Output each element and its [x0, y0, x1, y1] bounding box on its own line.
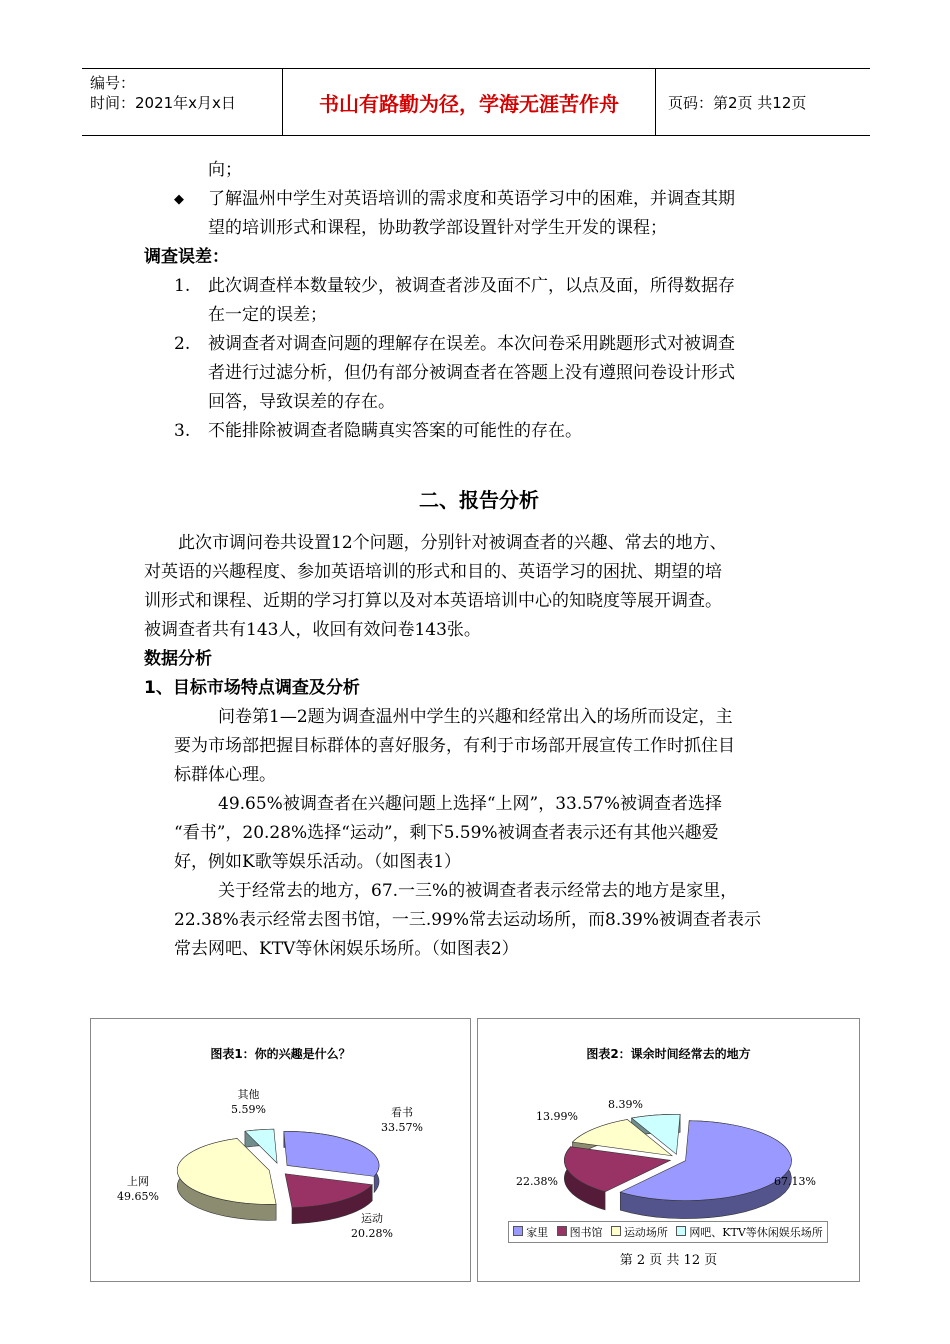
para-line: 要为市场部把握目标群体的喜好服务，有利于市场部开展宣传工作时抓住目: [174, 736, 735, 756]
slice-label-reading: [381, 1105, 423, 1135]
error-number: 3.: [174, 421, 191, 441]
header-number: 编号：: [90, 74, 136, 92]
slice-value: 49.65%: [117, 1190, 159, 1203]
chart-interest: [90, 1018, 471, 1282]
sub-heading: 1、目标市场特点调查及分析: [144, 678, 360, 698]
slice-category: 看书: [390, 1106, 413, 1119]
error-number: 2.: [174, 334, 191, 354]
slice-value: 5.59%: [231, 1103, 266, 1116]
error-line: 者进行过滤分析，但仍有部分被调查者在答题上没有遵照问卷设计形式: [208, 363, 735, 383]
header-page-info: 页码：第2页 共12页: [668, 93, 807, 112]
bullet-line: 了解温州中学生对英语培训的需求度和英语学习中的困难，并调查其期: [208, 189, 735, 209]
paragraph-3: [144, 877, 814, 964]
pie-chart-1: [91, 1019, 470, 1281]
legend-item: [557, 1224, 603, 1240]
section-title: 二、报告分析: [419, 488, 539, 512]
slice-category: 上网: [126, 1175, 149, 1188]
legend-label: 家里: [526, 1226, 549, 1239]
legend-label: 网吧、KTV等休闲娱乐场所: [689, 1226, 823, 1239]
para-line: 问卷第1—2题为调查温州中学生的兴趣和经常出入的场所而设定，主: [218, 707, 733, 727]
paragraph-2: [144, 790, 814, 877]
para-line: 好，例如K歌等娱乐活动。（如图表1）: [174, 852, 462, 872]
slice-label-other: [231, 1087, 266, 1117]
intro-line: 此次市调问卷共设置12个问题，分别针对被调查者的兴趣、常去的地方、: [178, 533, 727, 553]
legend-item: [513, 1224, 548, 1240]
error-number: 1.: [174, 276, 191, 296]
pie-slice-看书: [284, 1131, 379, 1176]
error-line: 不能排除被调查者隐瞒真实答案的可能性的存在。: [208, 421, 582, 441]
slice-value-home: 67.13%: [774, 1175, 816, 1188]
error-line: 此次调查样本数量较少，被调查者涉及面不广，以点及面，所得数据存: [208, 276, 735, 296]
intro-paragraph: [144, 529, 814, 645]
legend-swatch: [513, 1226, 523, 1236]
chart-title: 图表1：你的兴趣是什么？: [210, 1047, 351, 1061]
slice-category: 运动: [360, 1212, 383, 1225]
continued-line: 向；: [208, 160, 242, 180]
legend-label: 运动场所: [623, 1226, 668, 1239]
error-heading: 调查误差：: [144, 247, 229, 267]
para-line: 常去网吧、KTV等休闲娱乐场所。（如图表2）: [174, 939, 519, 959]
para-line: 49.65%被调查者在兴趣问题上选择“上网”，33.57%被调查者选择: [218, 794, 723, 814]
intro-line: 对英语的兴趣程度、参加英语培训的形式和目的、英语学习的困扰、期望的培: [144, 562, 722, 582]
header-meta: [82, 69, 282, 135]
para-line: 标群体心理。: [174, 765, 276, 785]
slice-value-cafe: 8.39%: [608, 1098, 643, 1111]
para-line: 22.38%表示经常去图书馆，一三.99%常去运动场所，而8.39%被调查者表示: [174, 910, 762, 930]
intro-line: 被调查者共有143人，收回有效问卷143张。: [144, 620, 481, 640]
error-line: 在一定的误差；: [208, 305, 327, 325]
error-item: [144, 417, 814, 446]
slice-value-sports: 13.99%: [536, 1110, 578, 1123]
bullet-item: [144, 185, 814, 243]
data-heading: 数据分析: [144, 649, 212, 669]
para-line: “看书”，20.28%选择“运动”，剩下5.59%被调查者表示还有其他兴趣爱: [174, 823, 719, 843]
slice-category: 其他: [237, 1088, 260, 1101]
intro-line: 训形式和课程、近期的学习打算以及对本英语培训中心的知晓度等展开调查。: [144, 591, 722, 611]
page-header: [82, 68, 870, 136]
error-line: 被调查者对调查问题的理解存在误差。本次问卷采用跳题形式对被调查: [208, 334, 735, 354]
slice-value: 20.28%: [351, 1227, 393, 1240]
legend-swatch: [557, 1226, 567, 1236]
legend-swatch: [676, 1226, 686, 1236]
slice-label-sports: [351, 1211, 393, 1241]
error-item: [144, 272, 814, 330]
bullet-line: 望的培训形式和课程，协助教学部设置针对学生开发的课程；: [208, 218, 667, 238]
legend-item: [676, 1224, 823, 1240]
chart-title: 图表2：课余时间经常去的地方: [586, 1047, 751, 1061]
error-line: 回答，导致误差的存在。: [208, 392, 395, 412]
slice-value: 33.57%: [381, 1121, 423, 1134]
legend-label: 图书馆: [569, 1226, 603, 1239]
document-body: [144, 156, 814, 964]
legend-swatch: [611, 1226, 621, 1236]
chart-legend: [508, 1221, 828, 1243]
chart-places: [477, 1018, 860, 1282]
paragraph-1: [144, 703, 814, 790]
header-time: 时间：2021年x月x日: [90, 94, 236, 112]
para-line: 关于经常去的地方，67.一三%的被调查者表示经常去的地方是家里，: [218, 881, 738, 901]
slice-label-internet: [117, 1174, 159, 1204]
diamond-bullet-icon: ◆: [174, 192, 184, 207]
legend-item: [611, 1224, 668, 1240]
error-item: [144, 330, 814, 417]
header-motto: 书山有路勤为径，学海无涯苦作舟: [282, 69, 656, 135]
slice-value-library: 22.38%: [516, 1175, 558, 1188]
page-footer: 第 2 页 共 12 页: [619, 1253, 718, 1268]
